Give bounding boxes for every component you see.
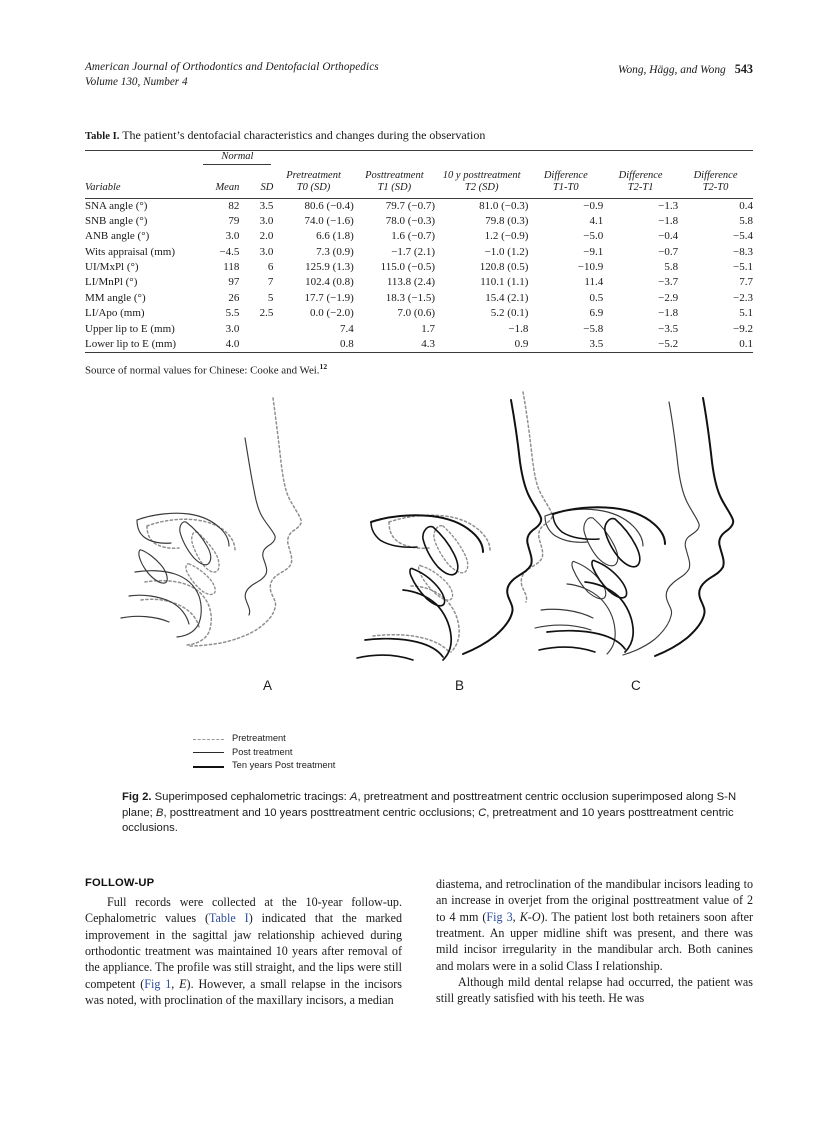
spacer-post bbox=[354, 151, 435, 171]
col-header-diff2-sub: T2-T1 bbox=[627, 182, 654, 194]
spacer-d3 bbox=[678, 151, 753, 171]
row-t1: 4.3 bbox=[354, 337, 435, 353]
panel-label-b: B bbox=[455, 678, 465, 693]
row-mean: 82 bbox=[201, 198, 239, 214]
col-header-diff1 bbox=[528, 170, 603, 198]
table-row bbox=[85, 306, 753, 321]
table-row bbox=[85, 322, 753, 337]
table-head bbox=[85, 151, 753, 199]
row-diff-t2-t1: −1.3 bbox=[603, 198, 678, 214]
panel-label-a: A bbox=[263, 678, 273, 693]
col-header-diff1-main: Difference bbox=[543, 170, 588, 182]
row-t2: 1.2 (−0.9) bbox=[484, 230, 529, 243]
row-sd: 2.0 bbox=[259, 230, 274, 243]
row-variable: MM angle (°) bbox=[85, 291, 146, 304]
journal-title: American Journal of Orthodontics and Dentofacial Orthopedics bbox=[85, 61, 379, 73]
row-t2: −1.8 bbox=[508, 322, 529, 335]
row-variable: Upper lip to E (mm) bbox=[85, 322, 175, 335]
figure-caption-p4: , pretreatment and 10 years posttreatment centric occlusions. bbox=[122, 806, 734, 835]
col-header-diff2 bbox=[603, 170, 678, 198]
col-header-posttreatment bbox=[354, 170, 435, 198]
volume-issue-text: Volume 130, Number 4 bbox=[85, 76, 188, 88]
row-diff-t2-t0: −2.3 bbox=[733, 291, 753, 304]
row-t0: 6.6 (1.8) bbox=[316, 230, 354, 243]
paragraph-right-1 bbox=[436, 876, 753, 974]
paragraph-right-2: Although mild dental relapse had occurred, the patient was still greatly satisfied with his teeth. He was bbox=[436, 975, 753, 1006]
spacer-d1 bbox=[528, 151, 603, 171]
xref-table-1[interactable]: Table I bbox=[209, 911, 249, 926]
row-diff-t1-t0: −5.0 bbox=[583, 230, 604, 243]
row-diff-t2-t0: −5.1 bbox=[733, 261, 753, 273]
row-t2: 81.0 (−0.3) bbox=[435, 198, 528, 214]
col-header-ten-year-sub: T2 (SD) bbox=[464, 182, 499, 194]
para-right-1b: , bbox=[512, 909, 520, 924]
col-header-mean: Mean bbox=[201, 170, 239, 198]
tracing-panel-a bbox=[121, 398, 301, 646]
row-t1: 1.7 bbox=[421, 322, 435, 335]
row-diff-t2-t1: −0.4 bbox=[658, 230, 679, 243]
para-left-1b: ) indicated that the marked improvement in the sagittal jaw relationship achieved during orthodontic treatment was maintained 10 years after removal of the appliance. The profile was still straight, and the lips were still competent ( bbox=[85, 911, 402, 991]
row-t2: 0.9 bbox=[435, 337, 528, 353]
row-mean: 97 bbox=[228, 276, 240, 289]
col-header-posttreatment-sub: T1 (SD) bbox=[377, 182, 412, 194]
row-diff-t1-t0: 3.5 bbox=[528, 337, 603, 353]
row-t2: −1.0 (1.2) bbox=[484, 245, 529, 258]
table-body bbox=[85, 198, 753, 353]
row-diff-t1-t0: −9.1 bbox=[583, 245, 604, 258]
row-diff-t2-t1: −1.8 bbox=[658, 307, 679, 320]
row-mean: 26 bbox=[228, 291, 240, 304]
row-diff-t2-t0: 5.8 bbox=[739, 214, 753, 227]
col-header-ten-year bbox=[435, 170, 528, 198]
row-sd: 5 bbox=[267, 291, 274, 304]
row-diff-t2-t0: −5.4 bbox=[733, 230, 753, 243]
row-t1: 79.7 (−0.7) bbox=[354, 198, 435, 214]
table-source-note bbox=[85, 360, 753, 378]
col-header-posttreatment-main: Posttreatment bbox=[365, 170, 424, 182]
row-t1: −1.7 (2.1) bbox=[391, 245, 435, 258]
row-sd: 3.0 bbox=[259, 214, 274, 227]
row-t0: 74.0 (−1.6) bbox=[304, 214, 354, 227]
xref-fig-1-panel: E bbox=[179, 976, 187, 991]
figure-caption-b: B bbox=[155, 806, 164, 819]
row-t2: 5.2 (0.1) bbox=[490, 307, 529, 320]
col-header-sd: SD bbox=[239, 170, 273, 198]
spacer-t2 bbox=[435, 151, 528, 171]
xref-fig-1[interactable]: Fig 1 bbox=[144, 976, 172, 991]
figure-caption-a: A bbox=[349, 791, 358, 803]
table-source-ref: 12 bbox=[319, 362, 328, 372]
col-header-diff3 bbox=[678, 170, 753, 198]
row-sd bbox=[239, 337, 273, 353]
legend-swatch-thin-icon bbox=[193, 748, 224, 757]
authors-runhead: Wong, Hägg, and Wong bbox=[618, 64, 726, 76]
row-sd: 6 bbox=[267, 261, 274, 273]
row-t1: 7.0 (0.6) bbox=[397, 307, 435, 320]
row-diff-t2-t1: −0.7 bbox=[658, 245, 679, 258]
row-diff-t2-t0: 7.7 bbox=[739, 276, 753, 289]
col-header-pretreatment bbox=[273, 170, 353, 198]
group-header-normal bbox=[201, 151, 273, 171]
row-variable: Wits appraisal (mm) bbox=[85, 245, 175, 258]
row-diff-t1-t0: 4.1 bbox=[589, 214, 604, 227]
row-t2: 110.1 (1.1) bbox=[480, 276, 529, 289]
para-right-1a: diastema, and retroclination of the mandibular incisors leading to an increase in overjet from the original posttreatment value of 2 to 4 mm ( bbox=[436, 877, 753, 924]
table-group-header-row bbox=[85, 151, 753, 171]
row-mean: −4.5 bbox=[219, 245, 240, 258]
row-diff-t2-t0: −9.2 bbox=[733, 322, 753, 335]
col-header-pretreatment-main: Pretreatment bbox=[286, 170, 341, 182]
panel-label-c: C bbox=[631, 678, 641, 693]
para-right-1c: ). The patient lost both retainers soon after treatment. An upper midline shift was present, and there was mild incisor irregularity in the mandibular arch. Both canines and molars were in a solid Class I relationship. bbox=[436, 909, 754, 973]
volume-issue bbox=[85, 75, 379, 90]
row-t0: 0.0 (−2.0) bbox=[309, 307, 354, 320]
running-head-right bbox=[618, 60, 753, 78]
row-diff-t2-t0: −8.3 bbox=[733, 245, 753, 258]
legend-swatch-thick-icon bbox=[193, 761, 224, 770]
col-header-diff1-sub: T1-T0 bbox=[552, 182, 579, 194]
row-diff-t1-t0: 6.9 bbox=[589, 307, 604, 320]
row-variable: LI/Apo (mm) bbox=[85, 307, 145, 320]
col-header-pretreatment-sub: T0 (SD) bbox=[296, 182, 331, 194]
row-t1: 115.0 (−0.5) bbox=[380, 261, 435, 273]
table-label: Table I. bbox=[85, 131, 120, 142]
row-mean: 3.0 bbox=[225, 322, 240, 335]
row-t2: 120.8 (0.5) bbox=[479, 261, 529, 273]
figure-legend bbox=[193, 732, 335, 773]
row-t1: 78.0 (−0.3) bbox=[385, 214, 435, 227]
table-source-text: Source of normal values for Chinese: Cooke and Wei. bbox=[85, 364, 320, 377]
row-t1: 1.6 (−0.7) bbox=[391, 230, 435, 243]
paragraph-left-1 bbox=[85, 894, 402, 1008]
table-row bbox=[85, 275, 753, 290]
col-header-diff3-sub: T2-T0 bbox=[702, 182, 729, 194]
table-caption-text: The patient’s dentofacial characteristics and changes during the observation bbox=[122, 128, 486, 142]
table-row bbox=[85, 214, 753, 229]
figure-caption-p1: Superimposed cephalometric tracings: bbox=[151, 791, 350, 803]
legend-item-posttreatment bbox=[193, 746, 335, 760]
row-diff-t2-t0: 5.1 bbox=[739, 307, 753, 320]
figure-caption-p3: , posttreatment and 10 years posttreatment centric occlusions; bbox=[163, 806, 479, 819]
row-t0: 17.7 (−1.9) bbox=[304, 291, 354, 304]
row-variable: LI/MnPl (°) bbox=[85, 276, 138, 289]
col-header-ten-year-main: 10 y posttreatment bbox=[442, 170, 521, 182]
tracing-panel-b bbox=[357, 392, 552, 660]
row-diff-t2-t1: −1.8 bbox=[658, 214, 679, 227]
page-number: 543 bbox=[734, 62, 753, 76]
row-t0: 125.9 (1.3) bbox=[305, 261, 354, 273]
group-header-rule bbox=[203, 164, 271, 165]
section-heading-followup: FOLLOW-UP bbox=[85, 877, 155, 889]
figure-2 bbox=[85, 386, 753, 835]
row-variable: SNB angle (°) bbox=[85, 214, 148, 227]
dentofacial-characteristics-table bbox=[85, 150, 753, 353]
row-diff-t1-t0: −0.9 bbox=[528, 198, 603, 214]
row-t1: 113.8 (2.4) bbox=[386, 276, 435, 289]
xref-fig-3[interactable]: Fig 3 bbox=[486, 909, 513, 924]
row-diff-t2-t1: −3.7 bbox=[658, 276, 679, 289]
row-sd: 2.5 bbox=[259, 307, 274, 320]
para-left-1c: , bbox=[171, 976, 180, 991]
row-t0: 80.6 (−0.4) bbox=[273, 198, 353, 214]
spacer-pre bbox=[273, 151, 353, 171]
running-head-left bbox=[85, 60, 379, 90]
row-mean: 3.0 bbox=[225, 230, 240, 243]
figure-caption-c: C bbox=[478, 806, 487, 819]
para-left-1d: ). However, a small relapse in the incisors was noted, with proclination of the maxillary incisors, a median bbox=[85, 976, 402, 1008]
spacer-d2 bbox=[603, 151, 678, 171]
row-diff-t1-t0: −10.9 bbox=[577, 261, 604, 273]
spacer-variable bbox=[85, 151, 201, 171]
row-mean: 4.0 bbox=[201, 337, 239, 353]
legend-label-posttreatment: Post treatment bbox=[232, 746, 293, 757]
row-diff-t1-t0: −5.8 bbox=[583, 322, 604, 335]
row-diff-t1-t0: 11.4 bbox=[584, 276, 604, 289]
row-t0: 0.8 bbox=[273, 337, 353, 353]
column-left bbox=[85, 876, 402, 1008]
body-columns bbox=[85, 876, 753, 1066]
row-mean: 79 bbox=[228, 214, 240, 227]
cephalometric-tracings-image bbox=[85, 386, 753, 686]
xref-fig-3-panels: K-O bbox=[519, 909, 541, 924]
row-variable: Lower lip to E (mm) bbox=[85, 337, 201, 353]
row-sd: 3.0 bbox=[259, 245, 274, 258]
column-right bbox=[436, 876, 753, 1007]
table-row bbox=[85, 245, 753, 260]
row-t1: 18.3 (−1.5) bbox=[385, 291, 435, 304]
legend-item-pretreatment bbox=[193, 732, 335, 746]
row-diff-t2-t1: −5.2 bbox=[603, 337, 678, 353]
table-row bbox=[85, 337, 753, 353]
row-t0: 7.3 (0.9) bbox=[316, 245, 354, 258]
figure-caption-label: Fig 2. bbox=[122, 791, 152, 803]
row-sd: 3.5 bbox=[239, 198, 273, 214]
row-mean: 5.5 bbox=[225, 307, 240, 320]
row-t2: 79.8 (0.3) bbox=[485, 214, 529, 227]
row-diff-t2-t0: 0.1 bbox=[678, 337, 753, 353]
para-left-1a: Full records were collected at the 10-year follow-up. Cephalometric values ( bbox=[85, 895, 402, 926]
col-header-diff3-main: Difference bbox=[693, 170, 738, 182]
row-sd: 7 bbox=[267, 276, 274, 289]
table-header-row bbox=[85, 170, 753, 198]
table-block bbox=[85, 128, 753, 378]
row-sd bbox=[239, 322, 273, 337]
table-row bbox=[85, 198, 753, 214]
col-header-diff2-main: Difference bbox=[618, 170, 663, 182]
row-variable: ANB angle (°) bbox=[85, 230, 150, 243]
panel-labels bbox=[85, 678, 753, 698]
legend-item-ten-years bbox=[193, 759, 335, 773]
row-variable: UI/MxPl (°) bbox=[85, 261, 139, 273]
row-diff-t2-t0: 0.4 bbox=[678, 198, 753, 214]
row-diff-t1-t0: 0.5 bbox=[589, 291, 604, 304]
group-header-normal-label: Normal bbox=[221, 151, 254, 162]
table-row bbox=[85, 291, 753, 306]
row-diff-t2-t1: −2.9 bbox=[658, 291, 679, 304]
legend-swatch-dashed-icon bbox=[193, 734, 224, 743]
row-t0: 102.4 (0.8) bbox=[305, 276, 354, 289]
table-row bbox=[85, 260, 753, 275]
running-head bbox=[85, 60, 753, 94]
col-header-variable: Variable bbox=[85, 170, 201, 198]
row-diff-t2-t1: −3.5 bbox=[658, 322, 679, 335]
row-t0: 7.4 bbox=[339, 322, 354, 335]
figure-caption bbox=[122, 790, 742, 837]
row-mean: 118 bbox=[223, 261, 240, 273]
row-diff-t2-t1: 5.8 bbox=[664, 261, 679, 273]
legend-label-pretreatment: Pretreatment bbox=[232, 733, 286, 743]
row-variable: SNA angle (°) bbox=[85, 198, 201, 214]
table-caption bbox=[85, 128, 753, 144]
legend-label-ten-years: Ten years Post treatment bbox=[232, 760, 336, 770]
tracing-panel-c bbox=[535, 398, 733, 656]
row-t2: 15.4 (2.1) bbox=[485, 291, 529, 304]
figure-caption-p2: , pretreatment and posttreatment centric occlusion superimposed along S-N plane; bbox=[122, 791, 737, 819]
table-row bbox=[85, 229, 753, 244]
